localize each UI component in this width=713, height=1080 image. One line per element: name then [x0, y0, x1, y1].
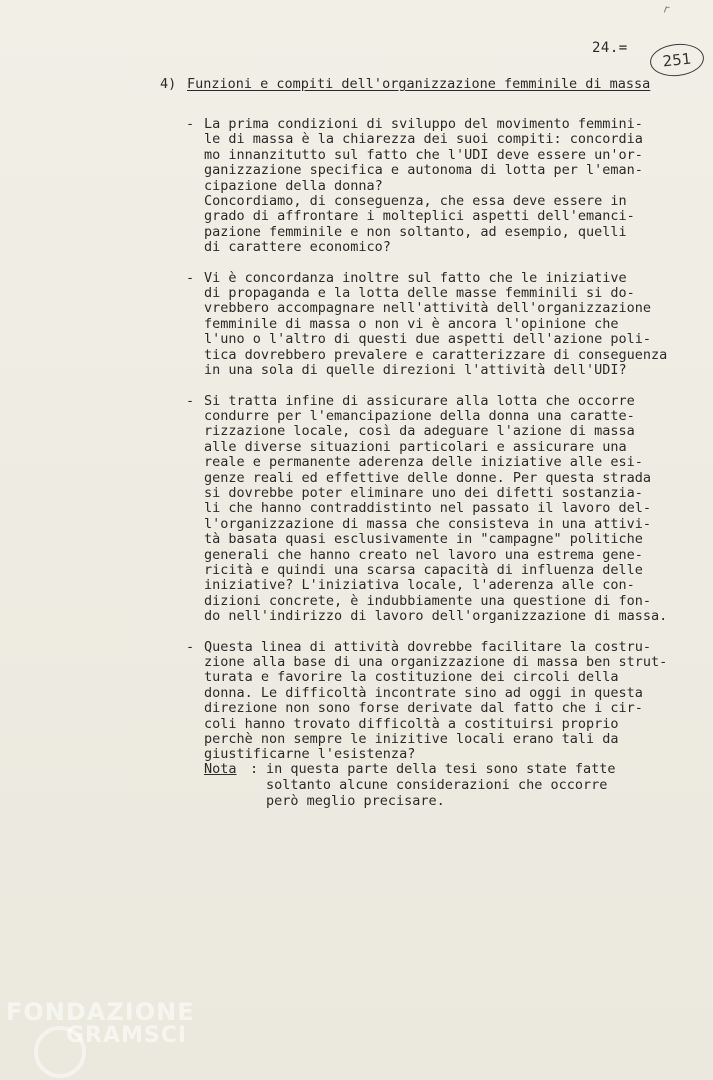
note-separator: :	[250, 761, 259, 777]
section-number: 4)	[160, 76, 177, 92]
watermark-line-1: FONDAZIONE	[6, 998, 195, 1026]
archive-stamp-number: 251	[648, 41, 705, 78]
pencil-mark: r	[661, 1, 672, 17]
paragraph-text: Si tratta infine di assicurare alla lotta che occorre condurre per l'emancipazione della donna una caratte- rizzazione locale, così da adeguare l'azione di massa alle diverse situazioni particolari e assicurare una reale e permanente aderenza delle iniziative alle esi- genze reali ed effettive delle donne. Per questa strada si dovrebbe poter eliminare uno dei difetti sostanzia- li che hanno contraddistinto nel passato il lavoro del- l'organizzazione di massa che consisteva in una attivi- tà basata quasi esclusivamente in "campagne" politiche generali che hanno creato nel lavoro una estrema gene- ricità e quindi una scarsa capacità di influenza delle iniziative? L'iniziativa locale, l'aderenza alle con- dizioni concrete, è indubbiamente una questione di fon- do nell'indirizzo di lavoro dell'organizzazione di massa.	[204, 392, 668, 625]
list-item	[186, 394, 691, 625]
paragraph-text: La prima condizioni di sviluppo del movimento femmini- le di massa è la chiarezza dei suoi compiti: concordia mo innanzitutto sul fatto che l'UDI deve essere un'or- ganizzazione specifica e autonoma di lotta per l'eman- cipazione della donna? Concordiamo, di conseguenza, che essa deve essere in grado di affrontare i molteplici aspetti dell'emanci- pazione femminile e non soltanto, ad esempio, quelli di carattere economico?	[204, 116, 643, 256]
note-text: in questa parte della tesi sono state fatte soltanto alcune considerazioni che occorre però meglio precisare.	[266, 761, 616, 809]
dash-marker: -	[186, 392, 195, 409]
paragraph-text: Vi è concordanza inoltre sul fatto che le iniziative di propaganda e la lotta delle masse femminili si do- vrebbero accompagnare nell'attività dell'organizzazione femminile di massa o non vi è ancora l'opinione che l'uno o l'altro di questi due aspetti dell'azione poli- tica dovrebbero prevalere e caratterizzare di conseguenza in una sola di quelle direzioni l'attività dell'UDI?	[204, 269, 668, 379]
note-label: Nota	[204, 761, 237, 777]
dash-marker: -	[186, 269, 195, 286]
section-title: Funzioni e compiti dell'organizzazione femminile di massa	[187, 76, 651, 92]
list-item	[186, 271, 691, 379]
paragraph-text: Questa linea di attività dovrebbe facilitare la costru- zione alla base di una organizzazione di massa ben strut- turata e favorire la costituzione dei circoli della donna. Le difficoltà incontrate sino ad oggi in questa direzione non sono forse derivate dal fatto che i cir- coli hanno trovato difficoltà a costituirsi proprio perchè non sempre le inizitive locali erano tali da giustificarne l'esistenza?	[204, 638, 668, 763]
list-item	[186, 640, 691, 763]
page-number: 24.=	[592, 40, 628, 56]
dash-marker: -	[186, 638, 195, 655]
section-heading	[160, 76, 680, 93]
list-item	[186, 117, 691, 256]
paragraph-list	[186, 117, 691, 778]
watermark-line-2: GRAMSCI	[66, 1023, 188, 1048]
note-block	[204, 761, 664, 809]
dash-marker: -	[186, 116, 195, 132]
watermark	[6, 1000, 195, 1048]
